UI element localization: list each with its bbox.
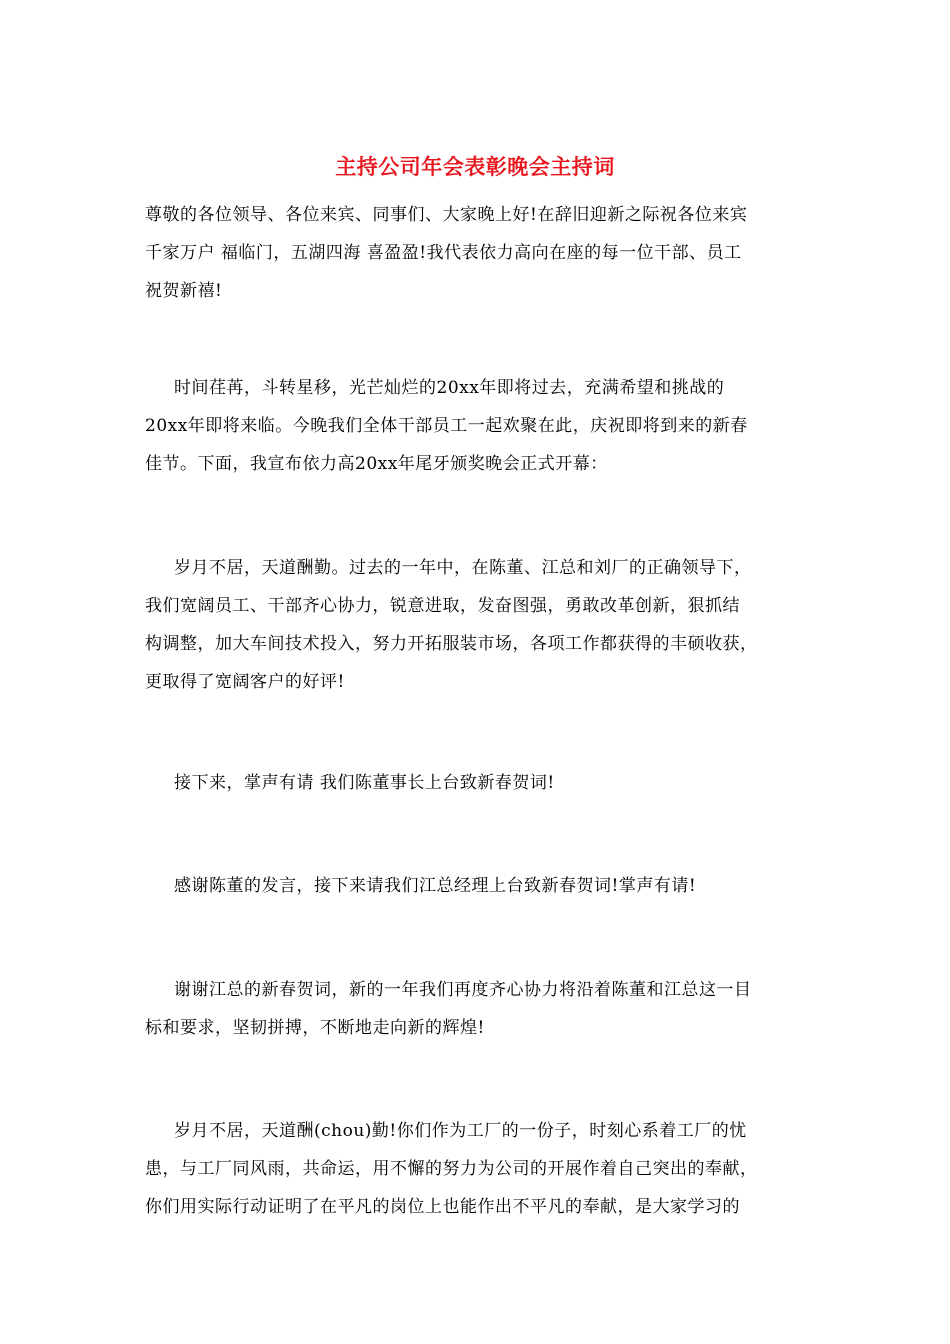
paragraph-line: 尊敬的各位领导、各位来宾、同事们、大家晚上好!在辞旧迎新之际祝各位来宾 bbox=[145, 205, 748, 225]
paragraph-line: 时间荏苒，斗转星移，光芒灿烂的20xx年即将过去，充满希望和挑战的 bbox=[174, 378, 725, 398]
paragraph-line: 我们宽阔员工、干部齐心协力，锐意进取，发奋图强，勇敢改革创新，狠抓结 bbox=[145, 596, 740, 616]
paragraph-line: 构调整，加大车间技术投入，努力开拓服装市场，各项工作都获得的丰硕收获， bbox=[145, 634, 758, 654]
paragraph-line: 你们用实际行动证明了在平凡的岗位上也能作出不平凡的奉献，是大家学习的 bbox=[145, 1197, 740, 1217]
paragraph-line: 接下来，掌声有请 我们陈董事长上台致新春贺词! bbox=[174, 773, 555, 793]
paragraph-line: 岁月不居，天道酬(chou)勤!你们作为工厂的一份子，时刻心系着工厂的忧 bbox=[174, 1121, 747, 1141]
paragraph-line: 谢谢江总的新春贺词，新的一年我们再度齐心协力将沿着陈董和江总这一目 bbox=[174, 980, 752, 1000]
paragraph-line: 20xx年即将来临。今晚我们全体干部员工一起欢聚在此，庆祝即将到来的新春 bbox=[145, 416, 748, 436]
paragraph-line: 千家万户 福临门，五湖四海 喜盈盈!我代表依力高向在座的每一位干部、员工 bbox=[145, 243, 742, 263]
paragraph-line: 感谢陈董的发言，接下来请我们江总经理上台致新春贺词!掌声有请! bbox=[174, 876, 697, 896]
paragraph-chairman-invite bbox=[145, 764, 807, 802]
paragraph-line: 患，与工厂同风雨，共命运，用不懈的努力为公司的开展作着自己突出的奉献， bbox=[145, 1159, 758, 1179]
paragraph-tribute bbox=[145, 1112, 807, 1226]
paragraph-line: 岁月不居，天道酬勤。过去的一年中，在陈董、江总和刘厂的正确领导下， bbox=[174, 558, 752, 578]
paragraph-line: 佳节。下面，我宣布依力高20xx年尾牙颁奖晚会正式开幕： bbox=[145, 454, 608, 474]
paragraph-review bbox=[145, 549, 807, 701]
page-title: 主持公司年会表彰晚会主持词 bbox=[335, 154, 615, 179]
paragraph-thanks bbox=[145, 971, 807, 1047]
paragraph-opening bbox=[145, 369, 807, 483]
paragraph-line: 祝贺新禧! bbox=[145, 281, 223, 301]
paragraph-line: 标和要求，坚韧拼搏，不断地走向新的辉煌! bbox=[145, 1018, 485, 1038]
paragraph-gm-invite bbox=[145, 867, 807, 905]
paragraph-greeting bbox=[145, 196, 807, 310]
paragraph-line: 更取得了宽阔客户的好评! bbox=[145, 672, 345, 692]
